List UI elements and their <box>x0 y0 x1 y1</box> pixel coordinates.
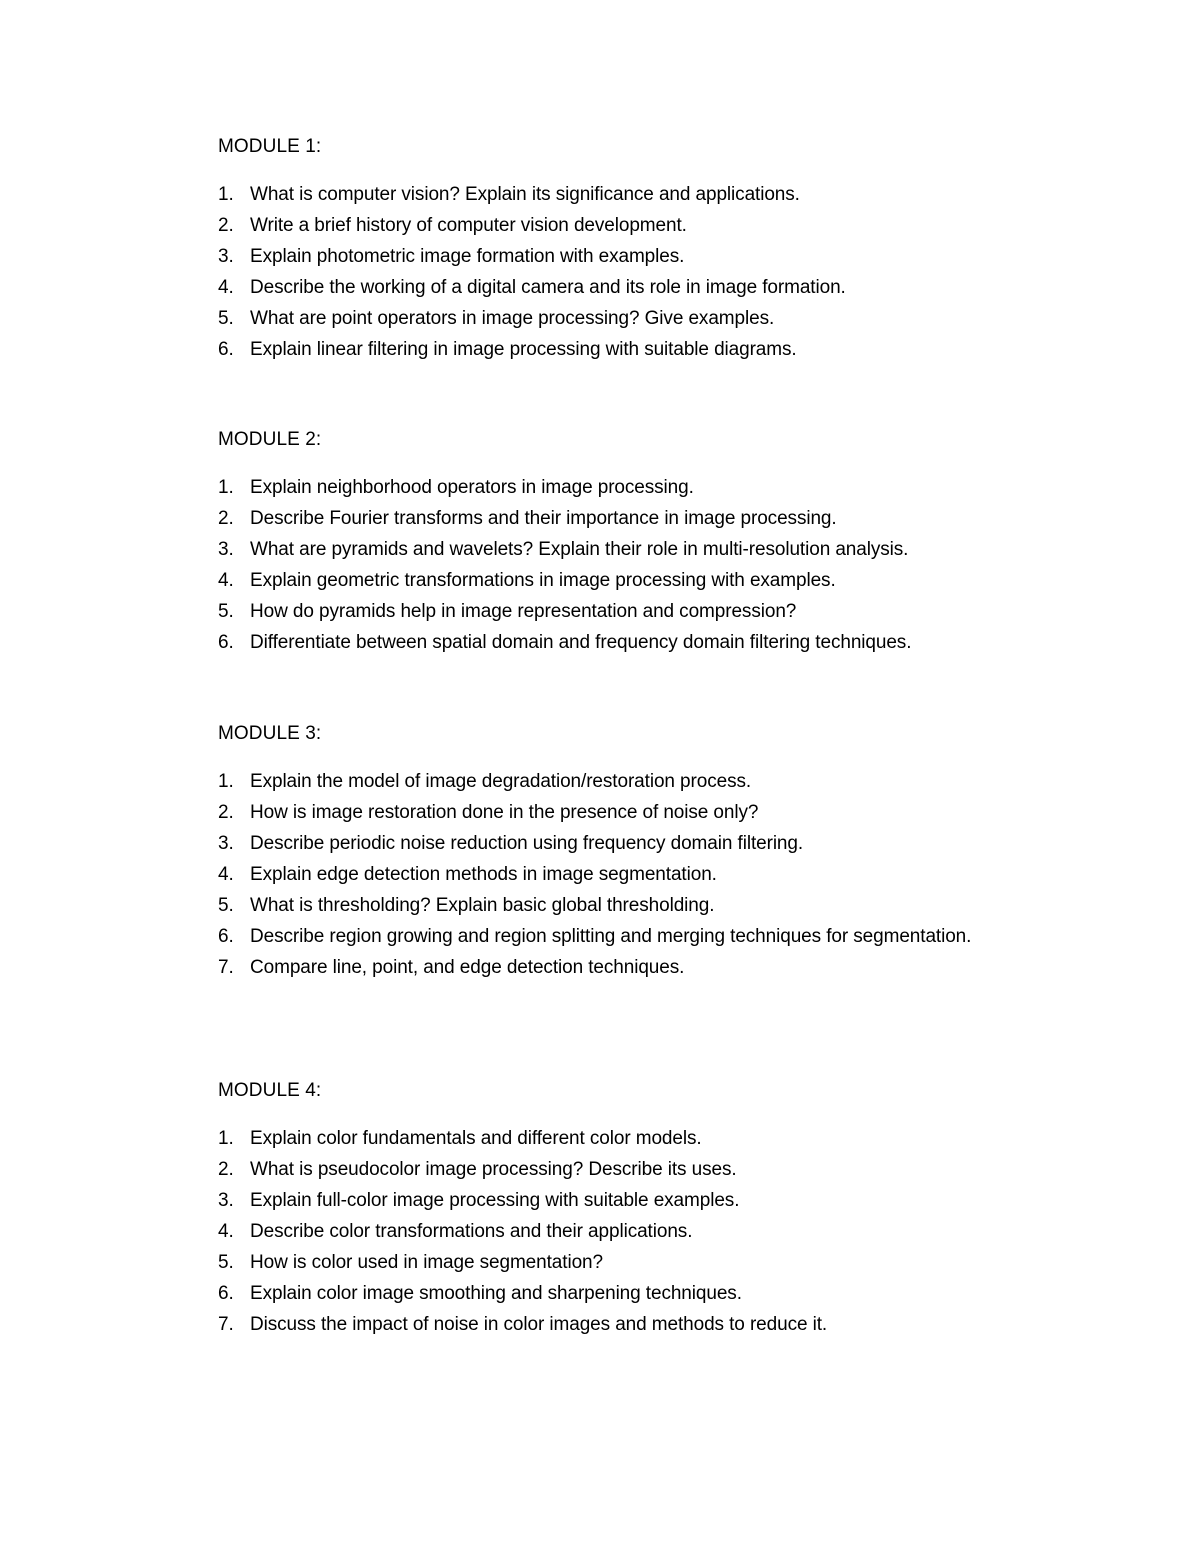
question-text: Explain color fundamentals and different color models. <box>250 1128 702 1149</box>
question-number: 2. <box>218 1159 234 1180</box>
question-number: 6. <box>218 926 234 947</box>
module-4-section <box>218 1079 1078 1340</box>
list-item <box>218 797 1078 828</box>
question-text: Explain linear filtering in image processing with suitable diagrams. <box>250 339 797 360</box>
question-text: Describe region growing and region splitting and merging techniques for segmentation. <box>250 926 972 947</box>
module-2-title: MODULE 2: <box>218 429 322 450</box>
question-text: Explain full-color image processing with suitable examples. <box>250 1190 740 1211</box>
list-item <box>218 952 1078 983</box>
question-text: What are point operators in image processing? Give examples. <box>250 308 775 329</box>
list-item <box>218 303 1078 334</box>
question-number: 6. <box>218 1283 234 1304</box>
question-number: 5. <box>218 601 234 622</box>
list-item <box>218 859 1078 890</box>
list-item <box>218 1278 1078 1309</box>
question-text: How is image restoration done in the presence of noise only? <box>250 802 759 823</box>
question-number: 4. <box>218 570 234 591</box>
question-number: 1. <box>218 771 234 792</box>
question-number: 1. <box>218 184 234 205</box>
list-item <box>218 627 1078 658</box>
question-text: Explain geometric transformations in image processing with examples. <box>250 570 836 591</box>
question-text: Describe the working of a digital camera and its role in image formation. <box>250 277 846 298</box>
list-item <box>218 921 990 952</box>
question-number: 3. <box>218 833 234 854</box>
list-item <box>218 503 1078 534</box>
question-text: Explain edge detection methods in image segmentation. <box>250 864 717 885</box>
question-text: Explain color image smoothing and sharpening techniques. <box>250 1283 742 1304</box>
question-text: What is computer vision? Explain its significance and applications. <box>250 184 800 205</box>
module-2-section <box>218 428 1078 658</box>
module-4-question-list <box>218 1123 1078 1340</box>
question-number: 6. <box>218 632 234 653</box>
question-text: How do pyramids help in image representation and compression? <box>250 601 797 622</box>
question-number: 2. <box>218 508 234 529</box>
question-text: Write a brief history of computer vision development. <box>250 215 687 236</box>
question-text: What are pyramids and wavelets? Explain their role in multi-resolution analysis. <box>250 539 909 560</box>
module-2-question-list <box>218 472 1078 658</box>
question-number: 3. <box>218 246 234 267</box>
question-text: Describe color transformations and their applications. <box>250 1221 693 1242</box>
module-1-question-list <box>218 179 1078 365</box>
question-number: 7. <box>218 1314 234 1335</box>
question-text: How is color used in image segmentation? <box>250 1252 603 1273</box>
module-3-question-list <box>218 766 1078 983</box>
question-number: 1. <box>218 477 234 498</box>
question-number: 3. <box>218 539 234 560</box>
list-item <box>218 565 1078 596</box>
question-text: Explain neighborhood operators in image processing. <box>250 477 694 498</box>
question-text: Differentiate between spatial domain and frequency domain filtering techniques. <box>250 632 912 653</box>
question-text: Describe periodic noise reduction using frequency domain filtering. <box>250 833 804 854</box>
list-item <box>218 1216 1078 1247</box>
module-1-section <box>218 135 1078 365</box>
question-text: What is thresholding? Explain basic global thresholding. <box>250 895 715 916</box>
list-item <box>218 890 1078 921</box>
module-3-section <box>218 722 1078 983</box>
module-4-title: MODULE 4: <box>218 1080 322 1101</box>
list-item <box>218 1154 1078 1185</box>
question-number: 3. <box>218 1190 234 1211</box>
question-number: 4. <box>218 864 234 885</box>
question-number: 5. <box>218 308 234 329</box>
list-item <box>218 1309 1078 1340</box>
question-number: 2. <box>218 802 234 823</box>
question-number: 1. <box>218 1128 234 1149</box>
list-item <box>218 472 1078 503</box>
question-text: What is pseudocolor image processing? Describe its uses. <box>250 1159 737 1180</box>
question-number: 7. <box>218 957 234 978</box>
question-number: 4. <box>218 277 234 298</box>
list-item <box>218 534 1078 565</box>
list-item <box>218 241 1078 272</box>
list-item <box>218 766 1078 797</box>
question-text: Compare line, point, and edge detection techniques. <box>250 957 685 978</box>
list-item <box>218 828 1078 859</box>
list-item <box>218 1123 1078 1154</box>
module-3-title: MODULE 3: <box>218 723 322 744</box>
question-number: 6. <box>218 339 234 360</box>
list-item <box>218 1185 1078 1216</box>
question-number: 4. <box>218 1221 234 1242</box>
question-number: 2. <box>218 215 234 236</box>
question-number: 5. <box>218 895 234 916</box>
question-text: Discuss the impact of noise in color images and methods to reduce it. <box>250 1314 828 1335</box>
list-item <box>218 596 1078 627</box>
question-number: 5. <box>218 1252 234 1273</box>
list-item <box>218 179 1078 210</box>
module-1-title: MODULE 1: <box>218 136 322 157</box>
question-text: Describe Fourier transforms and their importance in image processing. <box>250 508 837 529</box>
list-item <box>218 272 1078 303</box>
list-item <box>218 1247 1078 1278</box>
question-text: Explain the model of image degradation/restoration process. <box>250 771 752 792</box>
list-item <box>218 210 1078 241</box>
question-text: Explain photometric image formation with examples. <box>250 246 685 267</box>
list-item <box>218 334 1078 365</box>
